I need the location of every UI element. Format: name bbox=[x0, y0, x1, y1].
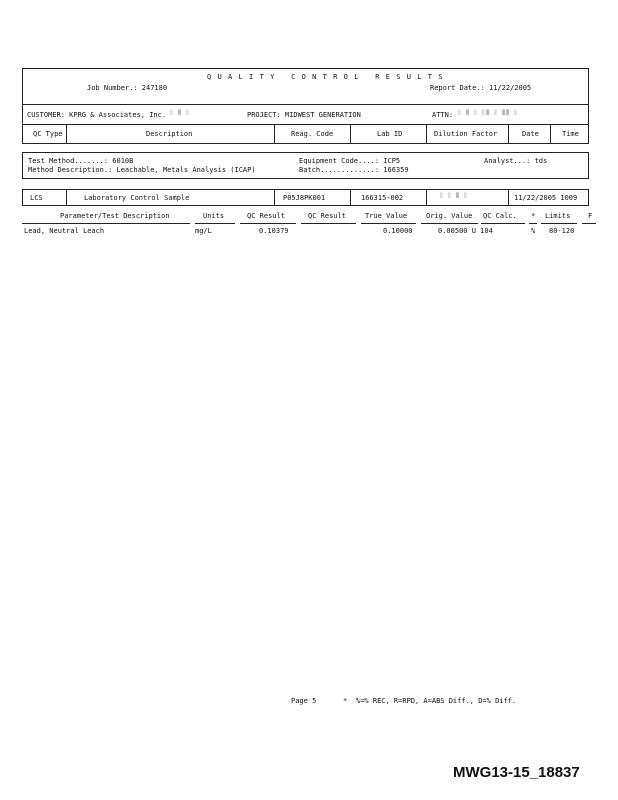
res-col-star: * bbox=[531, 212, 536, 220]
col-reag-code: Reag. Code bbox=[291, 130, 334, 138]
result-qc-calc: % bbox=[531, 227, 536, 235]
scan-noise: ░ ▒ ░ bbox=[170, 110, 191, 116]
result-limits: 80-120 bbox=[549, 227, 575, 235]
res-col-f: F bbox=[588, 212, 593, 220]
col-sep bbox=[66, 189, 67, 206]
underline bbox=[481, 223, 525, 224]
job-number: Job Number.: 247180 bbox=[87, 84, 168, 92]
page-number: Page 5 bbox=[291, 697, 317, 705]
underline bbox=[529, 223, 537, 224]
report-title: QUALITY CONTROL RESULTS bbox=[207, 73, 449, 81]
method-description: Method Description.: Leachable, Metals Analysis (ICAP) bbox=[28, 166, 256, 174]
col-description: Description bbox=[146, 130, 193, 138]
col-sep bbox=[426, 124, 427, 144]
result-qc-result: 0.10379 bbox=[259, 227, 289, 235]
col-sep bbox=[274, 189, 275, 206]
legend-star: * bbox=[343, 697, 348, 705]
underline bbox=[240, 223, 296, 224]
qc-sample-lab-id: 166315-002 bbox=[361, 194, 404, 202]
scan-noise: ░ ▒ ░ ░▒ ░ ▒▒ ░ bbox=[458, 110, 519, 116]
project-name: PROJECT: MIDWEST GENERATION bbox=[247, 111, 361, 119]
batch-number: Batch.............: 166359 bbox=[299, 166, 409, 174]
res-col-parameter: Parameter/Test Description bbox=[60, 212, 170, 220]
col-lab-id: Lab ID bbox=[377, 130, 403, 138]
underline bbox=[361, 223, 416, 224]
col-date: Date bbox=[522, 130, 539, 138]
res-col-true-value: True Value bbox=[365, 212, 408, 220]
result-parameter: Lead, Neutral Leach bbox=[24, 227, 105, 235]
col-sep bbox=[66, 124, 67, 144]
underline bbox=[301, 223, 356, 224]
qc-sample-type: LCS bbox=[30, 194, 43, 202]
col-qc-type: QC Type bbox=[33, 130, 63, 138]
qc-sample-date-time: 11/22/2005 1009 bbox=[514, 194, 578, 202]
header-divider-2 bbox=[22, 124, 589, 125]
result-orig-value: 0.00500 U 104 bbox=[438, 227, 493, 235]
result-true-value: 0.10000 bbox=[383, 227, 413, 235]
res-col-orig-value: Orig. Value bbox=[426, 212, 473, 220]
analyst: Analyst...: tds bbox=[484, 157, 548, 165]
header-divider-1 bbox=[22, 104, 589, 105]
res-col-limits: Limits bbox=[545, 212, 571, 220]
col-sep bbox=[508, 124, 509, 144]
underline bbox=[421, 223, 478, 224]
report-date: Report Date.: 11/22/2005 bbox=[430, 84, 532, 92]
result-units: mg/L bbox=[195, 227, 212, 235]
underline bbox=[582, 223, 596, 224]
legend-text: %=% REC, R=RPD, A=ABS Diff., D=% Diff. bbox=[356, 697, 517, 705]
col-dilution-factor: Dilution Factor bbox=[434, 130, 498, 138]
res-col-qc-result: QC Result bbox=[247, 212, 285, 220]
col-sep bbox=[350, 124, 351, 144]
scan-noise: ░ ░ ▒ ░ bbox=[440, 193, 469, 199]
col-sep bbox=[508, 189, 509, 206]
underline bbox=[22, 223, 190, 224]
underline bbox=[195, 223, 235, 224]
document-id: MWG13-15_18837 bbox=[453, 764, 580, 781]
col-sep bbox=[426, 189, 427, 206]
qc-sample-reag-code: P05J8PK001 bbox=[283, 194, 326, 202]
underline bbox=[541, 223, 577, 224]
attn-label: ATTN: bbox=[432, 111, 454, 119]
col-sep bbox=[350, 189, 351, 206]
qc-sample-description: Laboratory Control Sample bbox=[84, 194, 190, 202]
equipment-code: Equipment Code....: ICP5 bbox=[299, 157, 401, 165]
col-time: Time bbox=[562, 130, 579, 138]
res-col-qc-calc: QC Calc. bbox=[483, 212, 517, 220]
res-col-qc-result-2: QC Result bbox=[308, 212, 346, 220]
test-method: Test Method.......: 6010B bbox=[28, 157, 134, 165]
customer-name: CUSTOMER: KPRG & Associates, Inc. bbox=[27, 111, 167, 119]
col-sep bbox=[274, 124, 275, 144]
col-sep bbox=[550, 124, 551, 144]
res-col-units: Units bbox=[203, 212, 225, 220]
